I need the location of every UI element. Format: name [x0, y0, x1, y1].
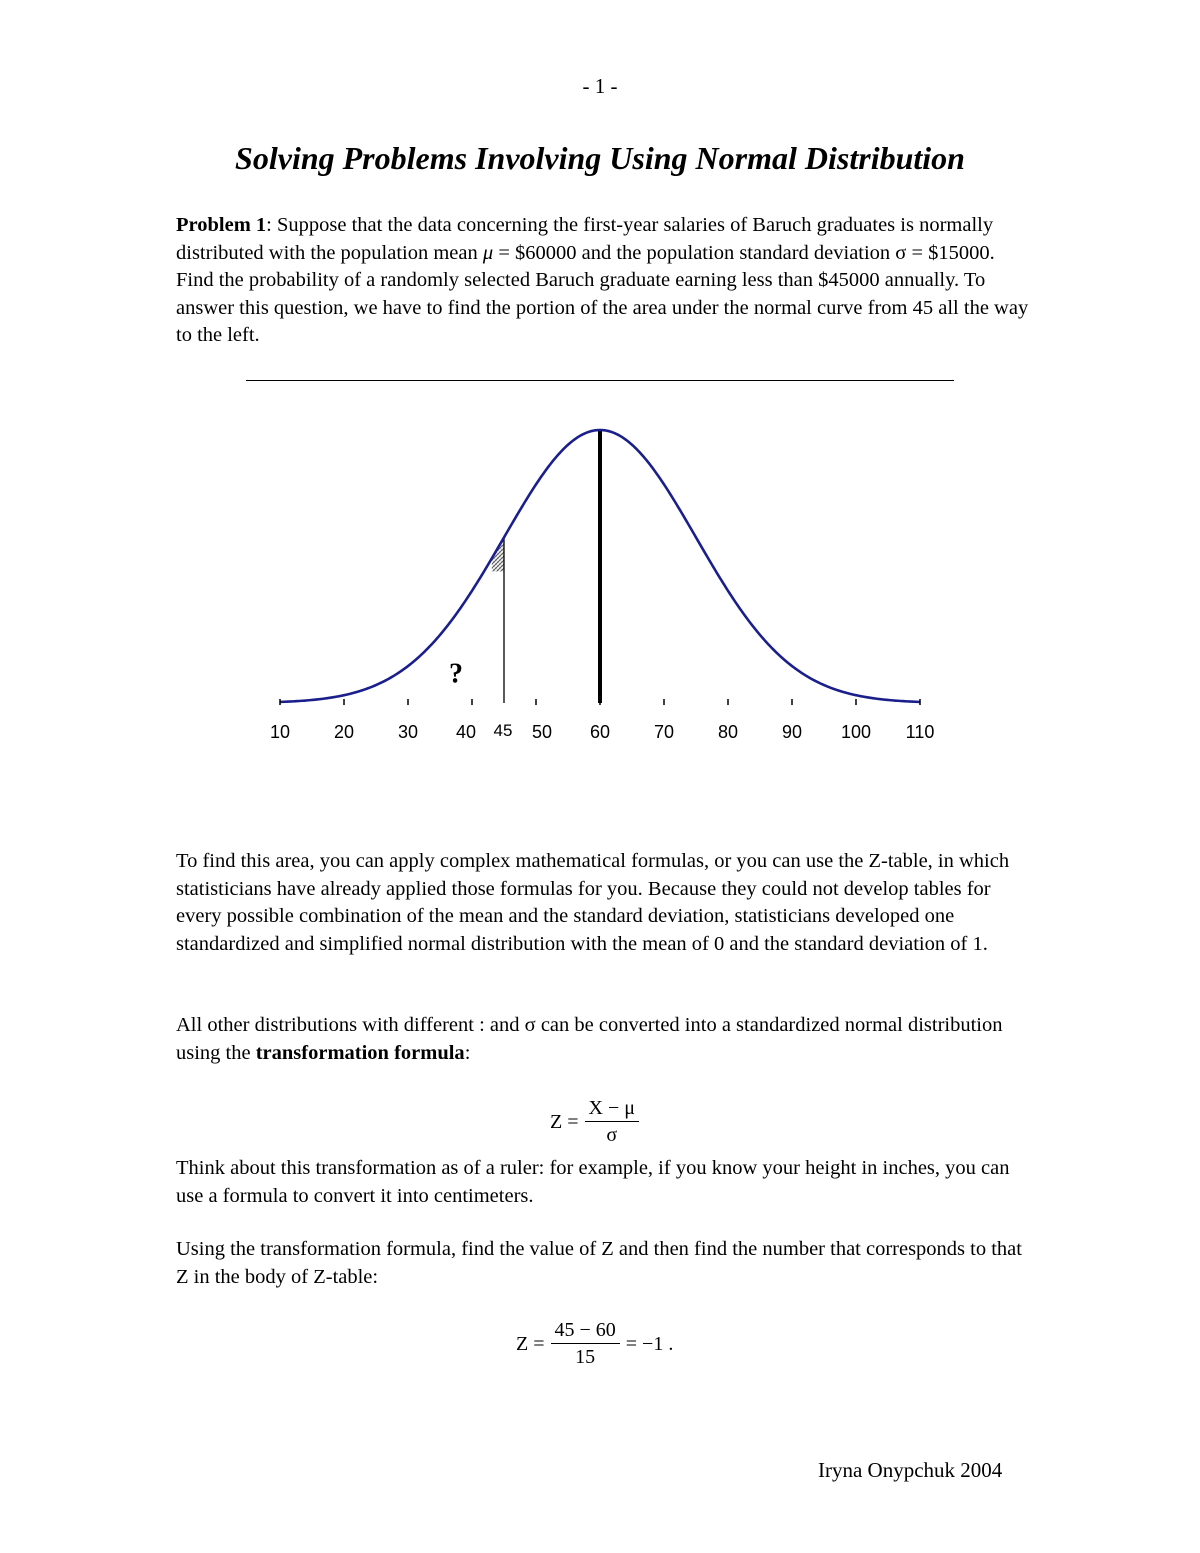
explanation-paragraph: To find this area, you can apply complex mathematical formulas, or you can use the Z-table, in which statisticians have already applied those formulas for you. Because they could not develop tables for every possible combination of the mean and the standard deviation, statisticians developed one standardized and simplified normal distribution with the mean of 0 and the standard deviation of 1.: [176, 850, 1010, 955]
page-number: - 1 -: [582, 74, 618, 98]
transformation-paragraph: [176, 1012, 1036, 1067]
problem-label: Problem 1: [176, 214, 267, 236]
z-calculation-fraction: [551, 1318, 620, 1369]
x-tick-label-60: 60: [589, 722, 611, 742]
z-formula-denominator: σ: [606, 1124, 618, 1146]
problem-paragraph: [176, 212, 1036, 350]
normal-distribution-chart: [240, 400, 960, 760]
problem-text-continued: = $60000 and the population standard deviation σ = $15000. Find the probability of a randomly selected Baruch graduate earning less than $45000 annually. To answer this question, we have to find the portion of the area under the normal curve from 45 all the way to the left.: [176, 241, 1029, 346]
x-tick-label-70: 70: [653, 722, 675, 742]
x-tick-label-20: 20: [333, 722, 355, 742]
transformation-formula-label: transformation formula: [255, 1041, 465, 1064]
z-calculation-lhs: Z =: [516, 1332, 545, 1355]
x-tick-label-10: 10: [269, 722, 291, 742]
x-tick-label-50: 50: [531, 722, 553, 742]
x-tick-label-80: 80: [717, 722, 739, 742]
x-tick-label-40: 40: [455, 722, 477, 742]
x-tick-label-90: 90: [781, 722, 803, 742]
z-calculation-denominator: 15: [575, 1346, 596, 1368]
problem-text: : Suppose that the data concerning the first-year salaries of Baruch graduates is normally distributed with the population mean: [176, 214, 994, 264]
horizontal-rule: [246, 380, 954, 381]
z-calculation-result: = −1 .: [625, 1332, 674, 1355]
marker-label-45: 45: [493, 721, 513, 740]
question-mark: ?: [449, 658, 463, 690]
mu-symbol: μ: [482, 241, 494, 264]
z-calculation: [516, 1318, 673, 1369]
ruler-paragraph: Think about this transformation as of a ruler: for example, if you know your height in inches, you can use a formula to convert it into centimeters.: [176, 1157, 1010, 1207]
z-formula-numerator: X − μ: [585, 1096, 639, 1122]
footer-author: Iryna Onypchuk 2004: [818, 1458, 1003, 1482]
z-formula-fraction: [585, 1096, 639, 1147]
z-formula-lhs: Z =: [550, 1110, 579, 1133]
transformation-text: All other distributions with different : and σ can be converted into a standardized normal distribution using the: [176, 1014, 1003, 1064]
z-calculation-numerator: 45 − 60: [551, 1318, 620, 1344]
page-title: Solving Problems Involving Using Normal Distribution: [235, 140, 965, 176]
x-tick-label-100: 100: [840, 722, 872, 742]
z-formula: [550, 1096, 645, 1147]
x-tick-label-30: 30: [397, 722, 419, 742]
using-formula-paragraph: Using the transformation formula, find the value of Z and then find the number that corresponds to that Z in the body of Z-table:: [176, 1238, 1022, 1288]
x-tick-label-110: 110: [905, 722, 935, 742]
transformation-text-end: :: [464, 1041, 471, 1064]
